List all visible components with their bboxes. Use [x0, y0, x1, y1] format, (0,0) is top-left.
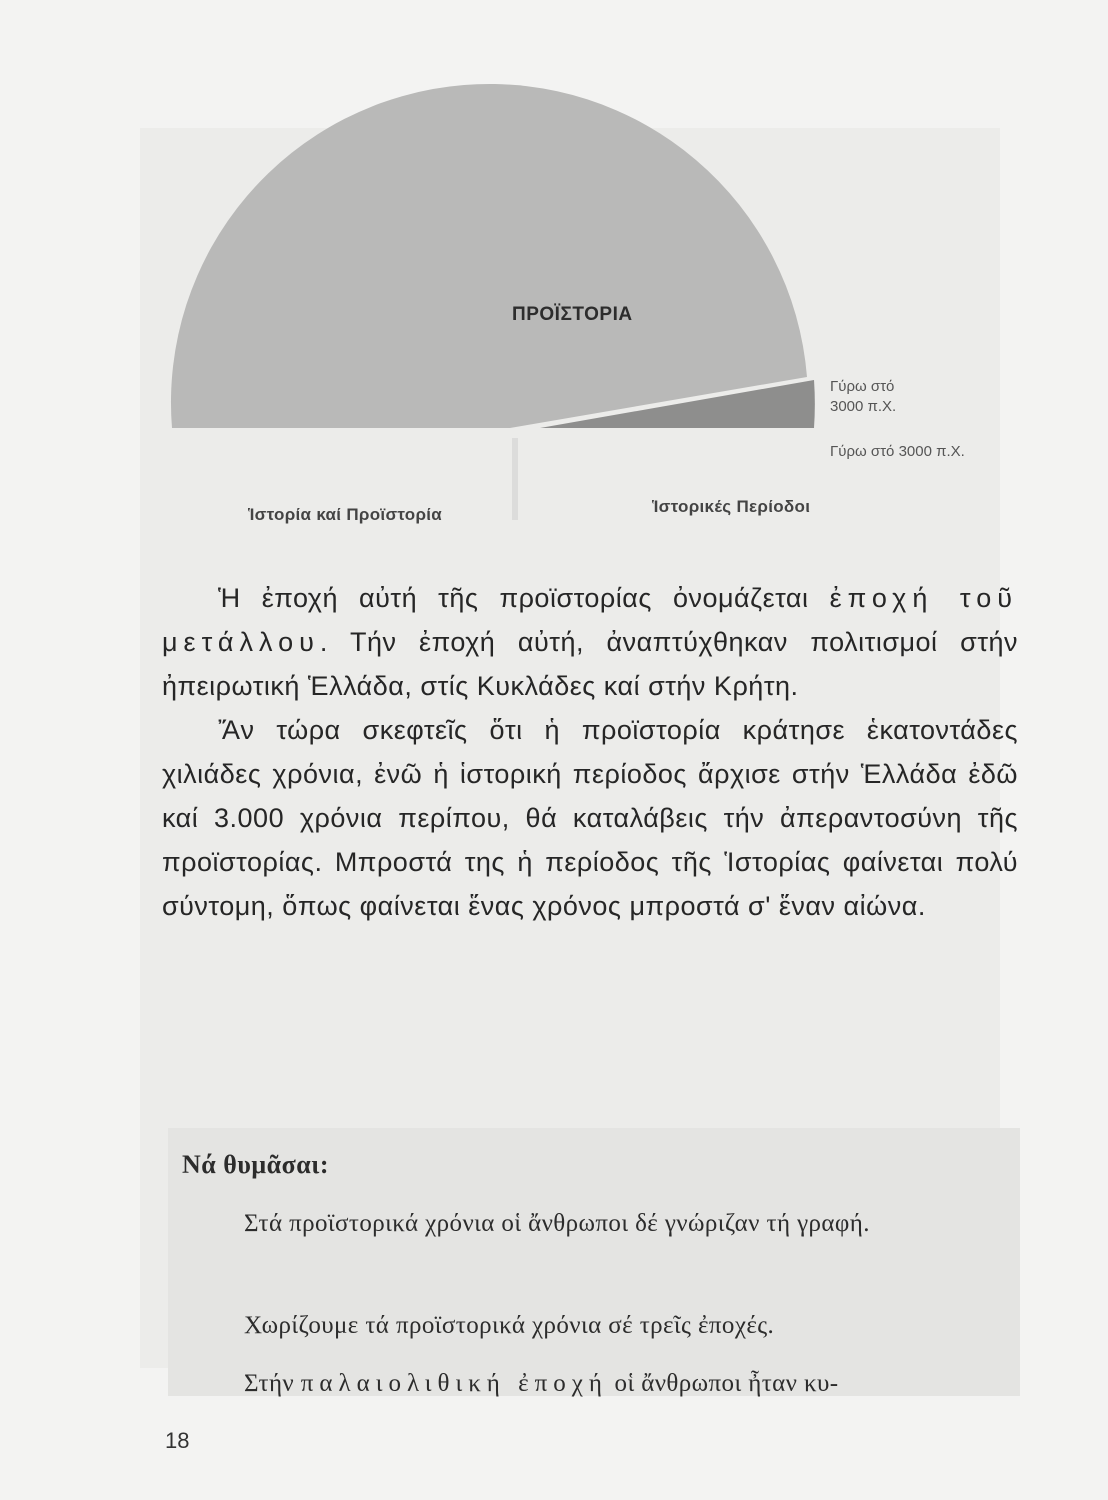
remember-point-three-ages: Χωρίζουμε τά προϊστορικά χρόνια σέ τρεῖς ἐποχές. [244, 1312, 775, 1339]
paragraph-prehistory-duration: Ἄν τώρα σκεφτεῖς ὅτι ἡ προϊστορία κράτησε ἑκατοντάδες χιλιάδες χρόνια, ἐνῶ ἡ ἱστορική περίοδος ἄρχισε στήν Ἑλλάδα ἐδῶ καί 3.000 χρόνια περίπου, θά καταλάβεις τήν ἀπεραντοσύνη τῆς προϊστορίας. Μπροστά της ἡ περίοδος τῆς Ἱστορίας φαίνεται πολύ σύντομη, ὅπως φαίνεται ἕνας χρόνος μπροστά σ' ἕναν αἰώνα. [162, 715, 1018, 921]
prehistory-label: ΠΡΟΪΣΤΟΡΙΑ [512, 304, 633, 325]
paleolithic-term: παλαιολιθική ἐποχή [300, 1370, 608, 1397]
slice-date-line-1: Γύρω στό [830, 378, 895, 395]
page-number: 18 [165, 1428, 190, 1453]
paragraph-metal-age [162, 576, 1018, 708]
remember-point-paleolithic [244, 1364, 1004, 1404]
slice-date-label [830, 377, 896, 417]
slice-date-line-2: 3000 π.Χ. [830, 398, 897, 415]
remember-point-3-end: οἱ ἄνθρωποι ἦταν κυ- [607, 1370, 839, 1397]
remember-point-writing: Στά προϊστορικά χρόνια οἱ ἄνθρωποι δέ γνώριζαν τή γραφή. [244, 1210, 870, 1237]
caption-history-and-prehistory: Ἱστορία καί Προϊστορία [248, 505, 443, 524]
remember-box [168, 1128, 1020, 1396]
prehistory-slice [171, 84, 807, 428]
remember-point-3-start: Στήν [244, 1370, 301, 1397]
history-prehistory-figure [0, 0, 1108, 524]
metal-age-term: ἐποχή τοῦ μετάλλου [162, 583, 1018, 657]
main-text [162, 576, 1018, 928]
paragraph-1-start: Ἡ ἐποχή αὐτή τῆς προϊστορίας ὀνομάζεται [218, 583, 830, 613]
right-date-label: Γύρω στό 3000 π.Χ. [830, 443, 965, 460]
caption-historical-periods: Ἱστορικές Περίοδοι [652, 497, 811, 516]
paragraph-1-end: . Τήν ἐποχή αὐτή, ἀναπτύχθηκαν πολιτισμοί στήν ἠπειρωτική Ἑλλάδα, στίς Κυκλάδες καί στήν Κρήτη. [162, 627, 1018, 701]
remember-heading: Νά θυμᾶσαι: [182, 1150, 329, 1179]
